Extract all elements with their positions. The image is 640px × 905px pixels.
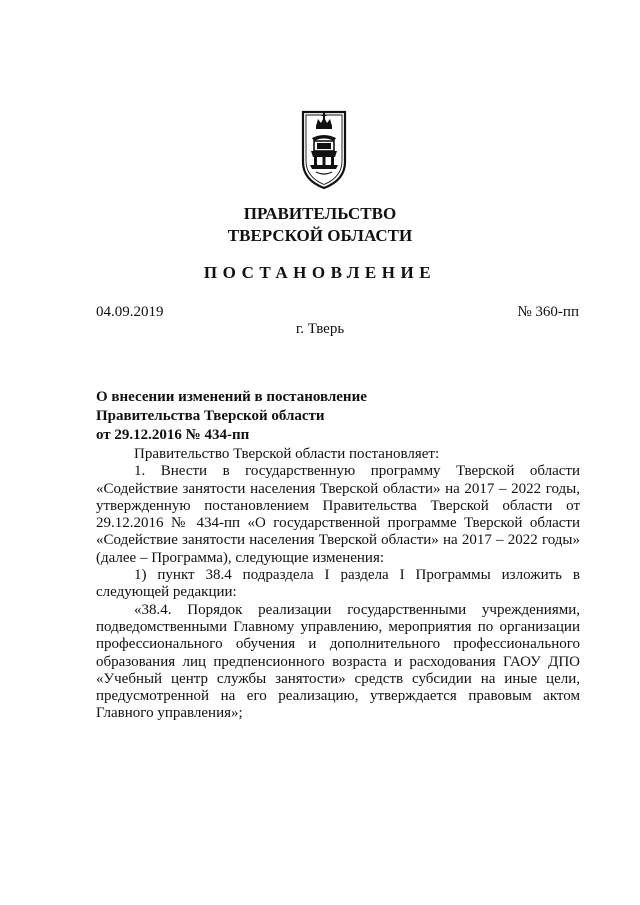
org-name-line-1: ПРАВИТЕЛЬСТВО [243, 204, 397, 223]
body-item-1-1: 1) пункт 38.4 подраздела I раздела I Программы изложить в следующей редакции: [96, 567, 580, 601]
document-number: № 360-пп [517, 304, 579, 320]
document-date: 04.09.2019 [96, 304, 164, 320]
body-quote: «38.4. Порядок реализации государственными учреждениями, подведомственными Главному управлению, мероприятия по организации профессионального обучения и дополнительного профессионального образования лиц предпенсионного возраста и расходования ГАОУ ДПО «Учебный центр службы занятости» средств субсидии на иные цели, предусмотренной на его реализацию, утверждается правовым актом Главного управления»; [96, 601, 580, 722]
document-city: г. Тверь [295, 321, 345, 337]
subject-line-1: О внесении изменений в постановление [96, 389, 367, 405]
tver-coat-of-arms-icon [300, 110, 348, 190]
document-subject [96, 388, 367, 445]
subject-line-3: от 29.12.2016 № 434-пп [96, 427, 250, 443]
org-name-line-2: ТВЕРСКОЙ ОБЛАСТИ [227, 226, 413, 245]
document-body [96, 446, 580, 723]
body-item-1: 1. Внести в государственную программу Тверской области «Содействие занятости населения Тверской области» на 2017 – 2022 годы, утвержденную постановлением Правительства Тверской области от 29.12.2016 № 434-пп «О государственной программе Тверской области «Содействие занятости населения Тверской области» на 2017 – 2022 годы» (далее – Программа), следующие изменения: [96, 463, 580, 566]
subject-line-2: Правительства Тверской области [96, 408, 325, 424]
body-intro: Правительство Тверской области постановляет: [134, 446, 440, 462]
document-type: ПОСТАНОВЛЕНИЕ [203, 263, 437, 282]
